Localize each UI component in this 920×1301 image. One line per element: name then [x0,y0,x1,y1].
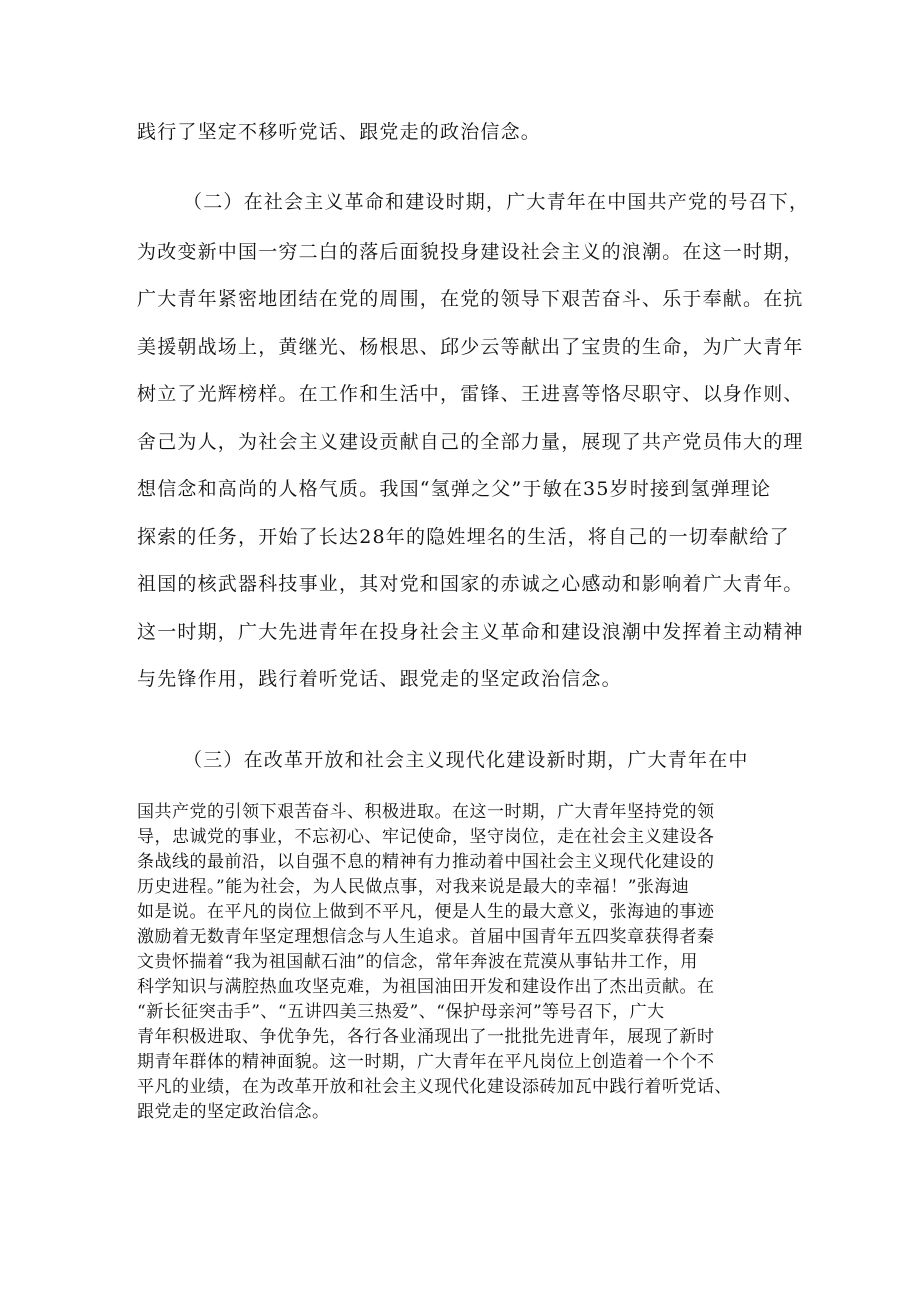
paragraph-3-line-1: （三）在改革开放和社会主义现代化建设新时期，广大青年在中 [183,749,749,771]
paragraph-3-line-7: 激励着无数青年坚定理想信念与人生追求。首届中国青年五四奖章获得者秦 [137,927,715,947]
paragraph-3-line-11: 青年积极进取、争优争先，各行各业涌现出了一批批先进青年，展现了新时 [137,1027,715,1047]
paragraph-3-line-5: 历史进程。”能为社会，为人民做点事，对我来说是最大的幸福！”张海迪 [137,877,690,897]
paragraph-2-line-4: 美援朝战场上，黄继光、杨根思、邱少云等献出了宝贵的生命，为广大青年 [137,336,804,358]
paragraph-3-line-4: 条战线的最前沿，以自强不息的精神有力推动着中国社会主义现代化建设的 [137,852,715,872]
paragraph-2-line-2: 为改变新中国一穷二白的落后面貌投身建设社会主义的浪潮。在这一时期， [137,241,804,263]
paragraph-2-line-10: 这一时期，广大先进青年在投身社会主义革命和建设浪潮中发挥着主动精神 [137,621,804,643]
paragraph-3-line-13: 平凡的业绩，在为改革开放和社会主义现代化建设添砖加瓦中践行着听党话、 [137,1077,732,1097]
paragraph-3-line-10: “新长征突击手”、“五讲四美三热爱”、“保护母亲河”等号召下，广大 [137,1002,665,1022]
paragraph-3-line-12: 期青年群体的精神面貌。这一时期，广大青年在平凡岗位上创造着一个个不 [137,1052,715,1072]
paragraph-3-line-2: 国共产党的引领下艰苦奋斗、积极进取。在这一时期，广大青年坚持党的领 [137,802,715,822]
paragraph-3-line-9: 科学知识与满腔热血攻坚克难，为祖国油田开发和建设作出了杰出贡献。在 [137,977,715,997]
paragraph-2-line-3: 广大青年紧密地团结在党的周围，在党的领导下艰苦奋斗、乐于奉献。在抗 [137,288,804,310]
paragraph-2-line-1: （二）在社会主义革命和建设时期，广大青年在中国共产党的号召下， [183,191,810,213]
paragraph-1-line-1: 践行了坚定不移听党话、跟党走的政治信念。 [137,121,542,143]
paragraph-2-line-11: 与先锋作用，践行着听党话、跟党走的坚定政治信念。 [137,668,622,690]
paragraph-3-line-8: 文贵怀揣着“我为祖国献石油”的信念，常年奔波在荒漠从事钻井工作，用 [137,952,698,972]
paragraph-3-line-3: 导，忠诚党的事业，不忘初心、牢记使命，坚守岗位，走在社会主义建设各 [137,827,715,847]
paragraph-2-line-9: 祖国的核武器科技事业，其对党和国家的赤诚之心感动和影响着广大青年。 [137,573,804,595]
paragraph-3-line-14: 跟党走的坚定政治信念。 [137,1102,330,1122]
paragraph-2-line-5: 树立了光辉榜样。在工作和生活中，雷锋、王进喜等恪尽职守、以身作则、 [137,383,804,405]
paragraph-2-line-7: 想信念和高尚的人格气质。我国“氢弹之父”于敏在35岁时接到氢弹理论 [137,478,772,500]
paragraph-3-line-6: 如是说。在平凡的岗位上做到不平凡，便是人生的最大意义，张海迪的事迹 [137,902,715,922]
paragraph-2-line-6: 舍己为人，为社会主义建设贡献自己的全部力量，展现了共产党员伟大的理 [137,431,804,453]
paragraph-2-line-8: 探索的任务，开始了长达28年的隐姓埋名的生活，将自己的一切奉献给了 [137,526,790,548]
